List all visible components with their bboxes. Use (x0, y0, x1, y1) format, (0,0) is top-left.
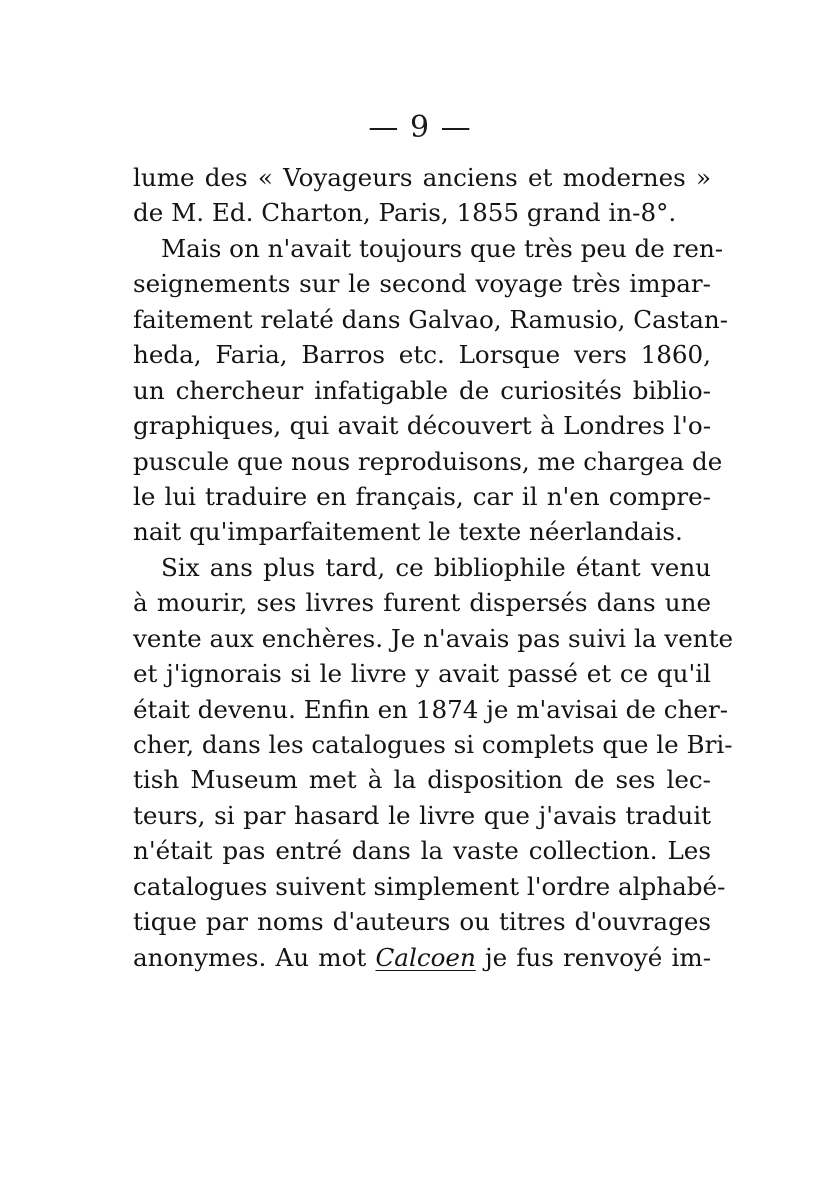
text-line: vente aux enchères. Je n'avais pas suivi la vente (133, 623, 734, 653)
text-line: teurs, si par hasard le livre que j'avais traduit (133, 800, 711, 830)
paragraph-start-line: Six ans plus tard, ce bibliophile étant venu (161, 552, 711, 582)
text-line: de M. Ed. Charton, Paris, 1855 grand in-8°. (133, 198, 677, 228)
text-line: tish Museum met à la disposition de ses lec- (133, 765, 711, 795)
text-line: faitement relaté dans Galvao, Ramusio, Castan- (133, 304, 729, 334)
text-line: graphiques, qui avait découvert à Londres l'o- (133, 411, 711, 441)
text-line: à mourir, ses livres furent dispersés dans une (133, 588, 711, 618)
text-line: puscule que nous reproduisons, me chargea de (133, 446, 723, 476)
paragraph-start-line: Mais on n'avait toujours que très peu de ren- (161, 233, 724, 263)
text-line-with-italic (133, 940, 711, 975)
text-line: seignements sur le second voyage très impar- (133, 269, 711, 299)
text-line: nait qu'imparfaitement le texte néerlandais. (133, 517, 683, 547)
text-line: un chercheur infatigable de curiosités biblio- (133, 375, 711, 405)
body-text (133, 160, 734, 975)
text-line: lume des « Voyageurs anciens et modernes » (133, 163, 711, 192)
text-line: le lui traduire en français, car il n'en compre- (133, 481, 711, 511)
text-line: était devenu. Enfin en 1874 je m'avisai de cher- (133, 694, 729, 724)
text-line: cher, dans les catalogues si complets que le Bri- (133, 730, 733, 759)
text-line: tique par noms d'auteurs ou titres d'ouvrages (133, 907, 711, 937)
text-line: n'était pas entré dans la vaste collection. Les (133, 836, 711, 866)
text-segment: je fus renvoyé im- (475, 942, 711, 972)
text-line: heda, Faria, Barros etc. Lorsque vers 1860, (133, 340, 711, 370)
italic-title-calcoen: Calcoen (375, 942, 476, 972)
text-line: et j'ignorais si le livre y avait passé et ce qu'il (133, 659, 711, 689)
text-segment: anonymes. Au mot (133, 942, 376, 972)
text-line: catalogues suivent simplement l'ordre alphabé- (133, 871, 726, 901)
page-number: — 9 — (368, 110, 472, 145)
